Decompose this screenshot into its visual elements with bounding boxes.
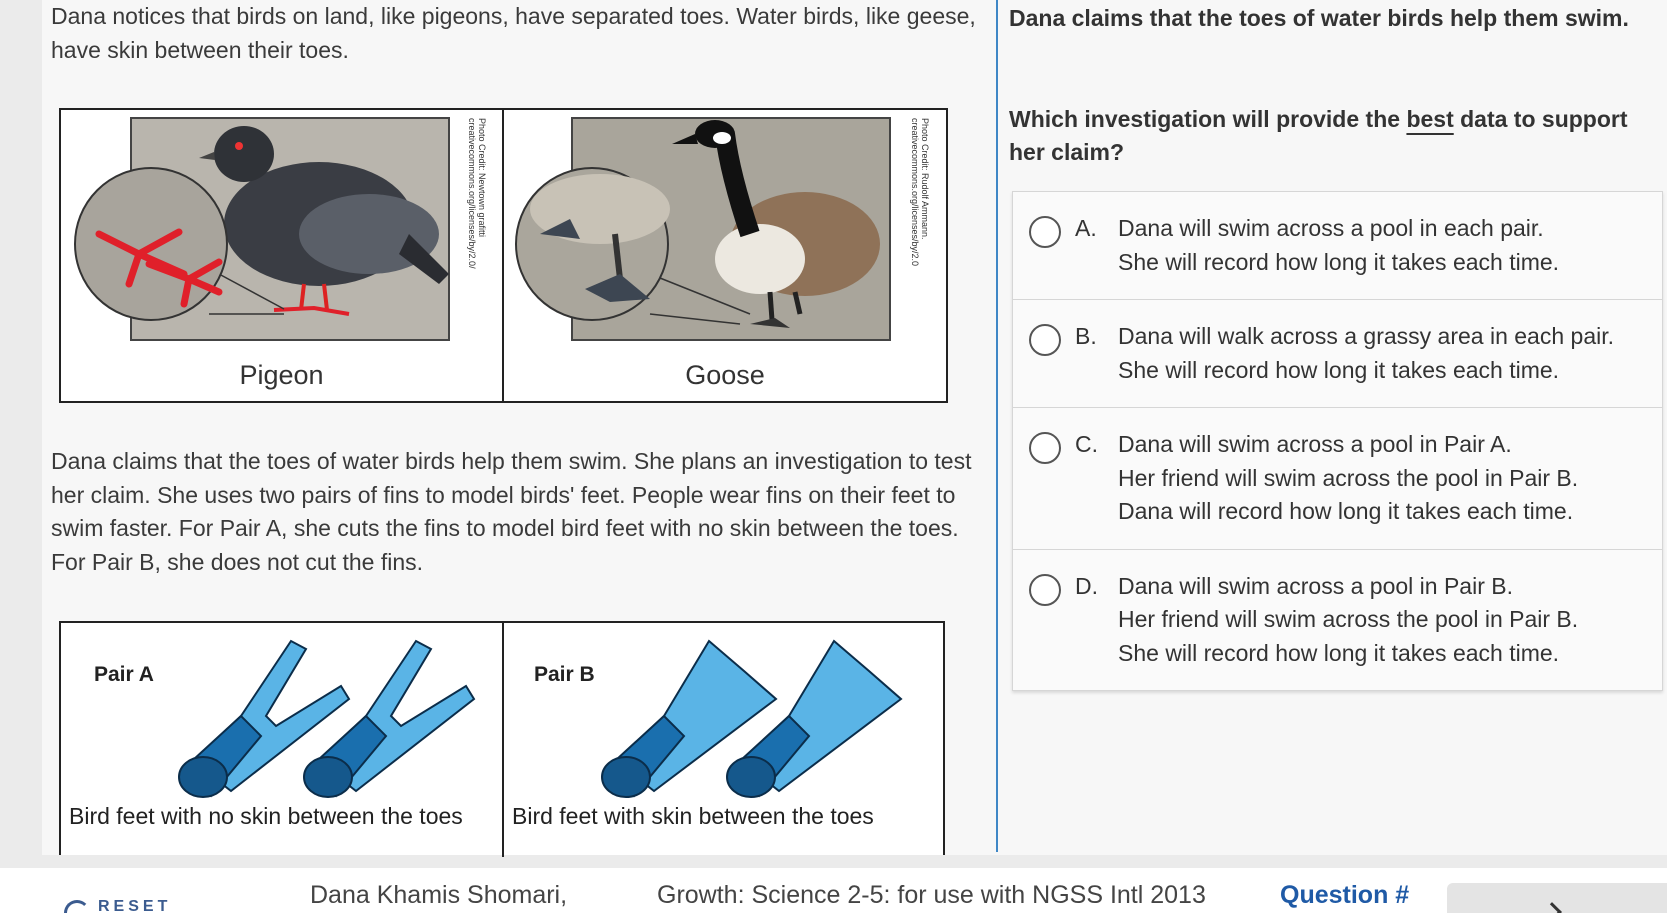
goose-panel bbox=[504, 110, 946, 401]
bird-feet-figure bbox=[59, 108, 948, 403]
answer-text-line: Dana will record how long it takes each time. bbox=[1118, 498, 1574, 524]
intro-paragraph: Dana notices that birds on land, like pigeons, have separated toes. Water birds, like geese, have skin between their toes. bbox=[51, 3, 976, 63]
reset-icon bbox=[64, 900, 90, 913]
answer-text-line: She will record how long it takes each time. bbox=[1118, 639, 1560, 666]
pair-a-label: Pair A bbox=[94, 663, 154, 686]
pair-b-panel bbox=[504, 623, 945, 857]
panel-divider bbox=[996, 0, 998, 852]
answer-choices bbox=[1012, 191, 1663, 691]
question-prompt bbox=[1009, 103, 1649, 169]
content-area bbox=[42, 0, 1667, 855]
pair-a-caption: Bird feet with no skin between the toes bbox=[69, 803, 463, 829]
answer-letter: D. bbox=[1075, 572, 1098, 599]
footer-bar bbox=[0, 868, 1667, 913]
test-name: Growth: Science 2-5: for use with NGSS Intl 2013 bbox=[657, 881, 1206, 909]
pigeon-panel bbox=[61, 110, 504, 401]
answer-text-line: Dana will swim across a pool in Pair A. bbox=[1118, 431, 1512, 457]
answer-option-b[interactable] bbox=[1013, 300, 1662, 408]
answer-option-d[interactable] bbox=[1013, 550, 1662, 691]
radio-button-b[interactable] bbox=[1029, 324, 1061, 356]
answer-option-a[interactable] bbox=[1013, 192, 1662, 300]
pair-b-fins-image bbox=[544, 631, 924, 801]
answer-text-line: She will record how long it takes each time. bbox=[1118, 356, 1560, 383]
stimulus-panel bbox=[42, 0, 997, 855]
answer-text-line: Dana will swim across a pool in Pair B. bbox=[1118, 572, 1513, 599]
reset-label: RESET bbox=[98, 898, 172, 913]
answer-text-line: Her friend will swim across the pool in Pair B. bbox=[1118, 606, 1579, 632]
question-number-label: Question # bbox=[1280, 881, 1410, 909]
fin-model-figure bbox=[59, 621, 945, 855]
pigeon-caption: Pigeon bbox=[239, 360, 324, 390]
next-button[interactable] bbox=[1447, 883, 1667, 913]
answer-letter: C. bbox=[1075, 431, 1098, 457]
goose-photo bbox=[510, 114, 930, 354]
pair-b-label: Pair B bbox=[534, 663, 595, 686]
answer-text-line: Dana will walk across a grassy area in each pair. bbox=[1118, 323, 1615, 349]
answer-text-line: She will record how long it takes each time. bbox=[1118, 248, 1560, 275]
pair-b-caption: Bird feet with skin between the toes bbox=[512, 803, 874, 829]
radio-button-c[interactable] bbox=[1029, 432, 1061, 464]
investigation-paragraph: Dana claims that the toes of water birds help them swim. She plans an investigation to test her claim. She uses two pairs of fins to model birds' feet. People wear fins on their feet to swim faster. For Pair A, she cuts the fins to model bird feet with no skin between the toes. For Pair B, she does not cut the fins. bbox=[51, 448, 972, 575]
pair-a-panel bbox=[61, 623, 504, 857]
radio-button-d[interactable] bbox=[1029, 574, 1061, 606]
reset-button[interactable] bbox=[64, 898, 171, 913]
goose-caption: Goose bbox=[685, 360, 765, 390]
question-panel bbox=[1000, 0, 1667, 855]
answer-option-c[interactable] bbox=[1013, 408, 1662, 550]
question-prompt-end: data to support her claim? bbox=[1009, 106, 1628, 165]
chevron-right-icon bbox=[1542, 902, 1562, 913]
answer-letter: B. bbox=[1075, 323, 1097, 349]
pair-a-fins-image bbox=[121, 631, 501, 801]
goose-photo-credit: Photo Credit: Rudolf Ammann. creativecommons.org/licenses/by/2.0 bbox=[910, 118, 930, 267]
question-prompt-start: Which investigation will provide the bbox=[1009, 106, 1407, 132]
radio-button-a[interactable] bbox=[1029, 216, 1061, 248]
answer-text-line: Her friend will swim across the pool in Pair B. bbox=[1118, 464, 1579, 491]
pigeon-photo-credit: Photo Credit: Newtown grafitti creativecommons.org/licenses/by/2.0/ bbox=[467, 118, 487, 269]
answer-text-line: Dana will swim across a pool in each pair. bbox=[1118, 215, 1544, 241]
answer-letter: A. bbox=[1075, 215, 1097, 241]
pigeon-photo bbox=[69, 114, 489, 354]
student-name: Dana Khamis Shomari, bbox=[310, 881, 568, 909]
question-claim: Dana claims that the toes of water birds help them swim. bbox=[1009, 5, 1629, 31]
question-prompt-emphasis: best bbox=[1406, 106, 1454, 132]
